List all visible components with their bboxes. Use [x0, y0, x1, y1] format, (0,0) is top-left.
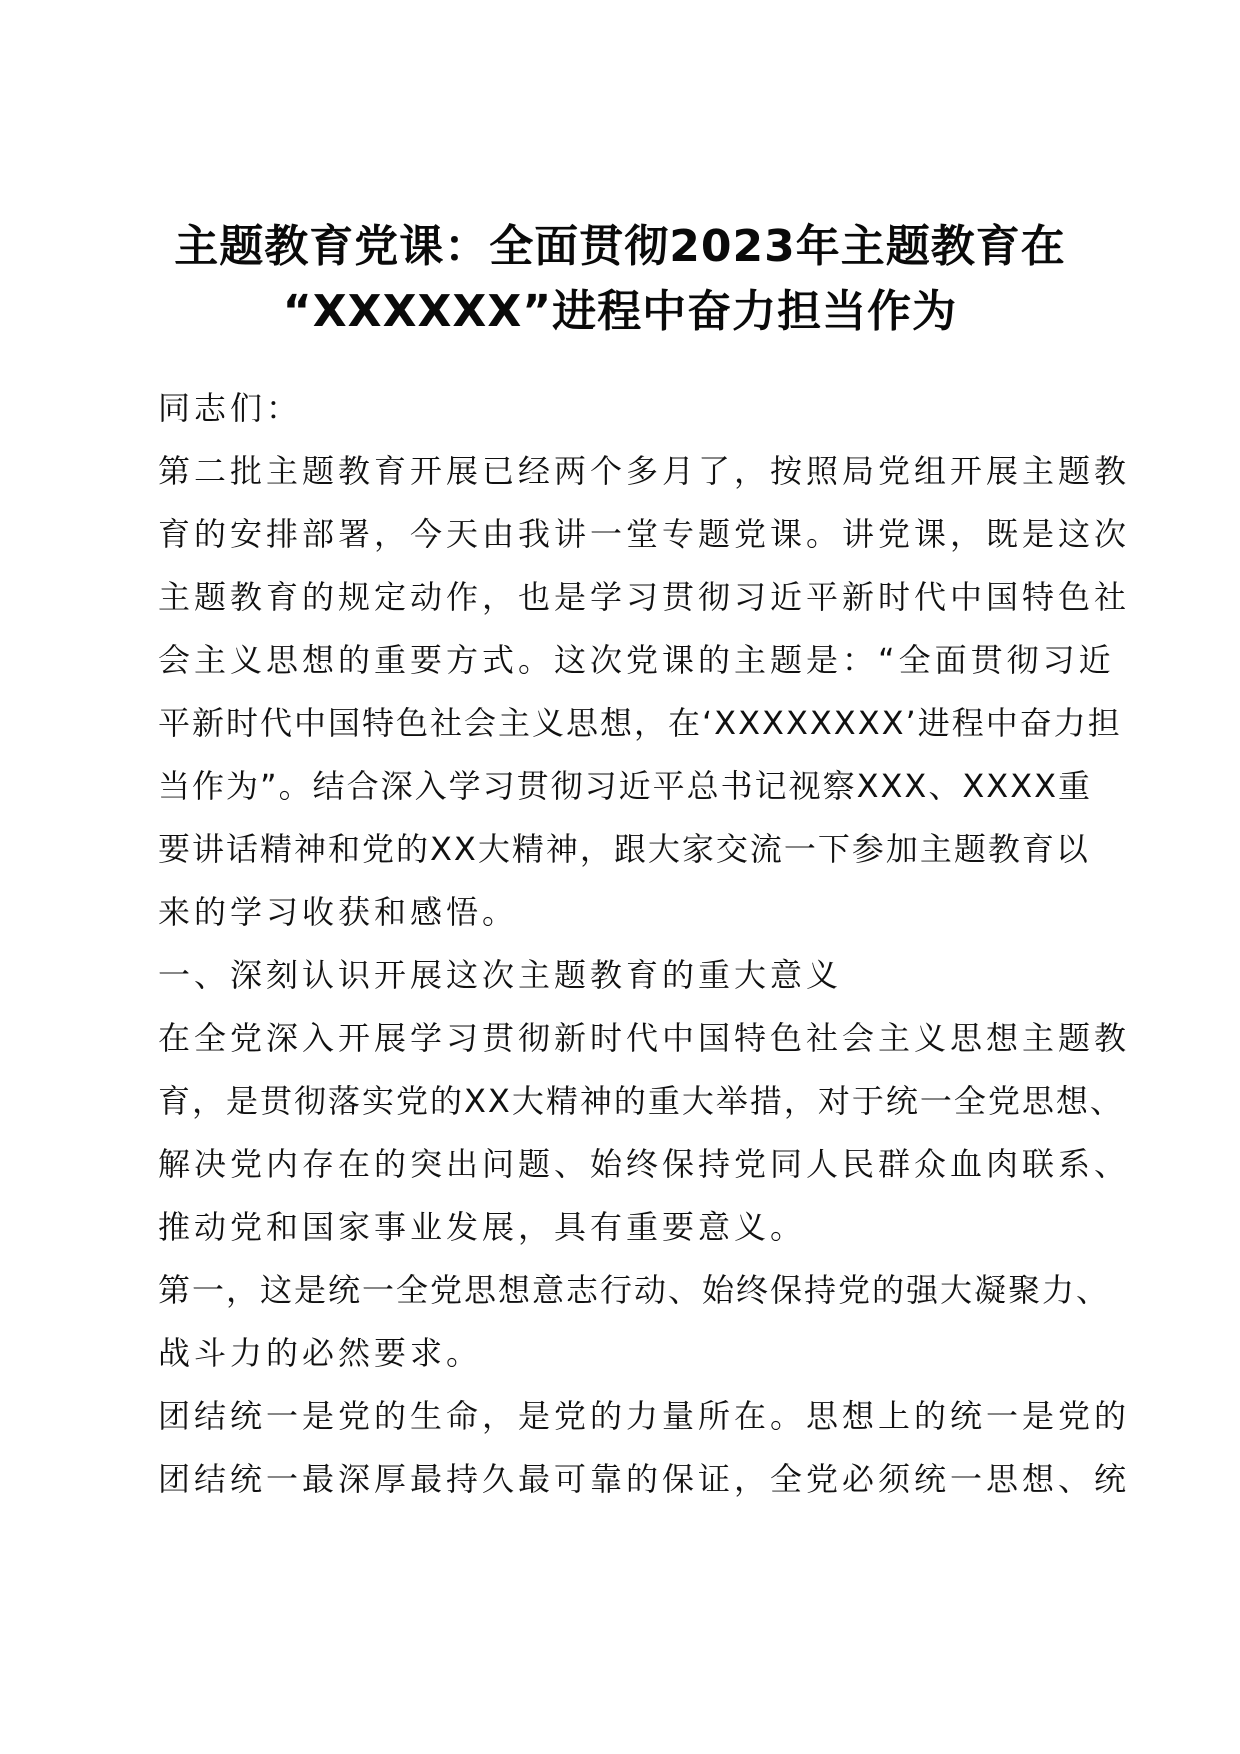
body-line: 平新时代中国特色社会主义思想，在‘XXXXXXXX’进程中奋力担	[158, 704, 1122, 742]
body-line: 团结统一是党的生命，是党的力量所在。思想上的统一是党的	[158, 1397, 1131, 1435]
body-line: 来的学习收获和感悟。	[158, 893, 519, 931]
subsection-heading: 第一，这是统一全党思想意志行动、始终保持党的强大凝聚力、	[158, 1271, 1111, 1309]
body-line: 育，是贯彻落实党的XX大精神的重大举措，对于统一全党思想、	[158, 1082, 1124, 1120]
body-line: 当作为”。结合深入学习贯彻习近平总书记视察XXX、XXXX重	[158, 767, 1093, 805]
section-heading: 一、深刻认识开展这次主题教育的重大意义	[158, 956, 843, 994]
body-line: 解决党内存在的突出问题、始终保持党同人民群众血肉联系、	[158, 1145, 1131, 1183]
body-line: 推动党和国家事业发展，具有重要意义。	[158, 1208, 807, 1246]
body-line: 第二批主题教育开展已经两个多月了，按照局党组开展主题教	[158, 452, 1131, 490]
document-title-line-2: “XXXXXX”进程中奋力担当作为	[282, 286, 958, 337]
salutation: 同志们：	[158, 389, 303, 427]
body-line: 要讲话精神和党的XX大精神，跟大家交流一下参加主题教育以	[158, 830, 1090, 868]
body-line: 育的安排部署，今天由我讲一堂专题党课。讲党课，既是这次	[158, 515, 1131, 553]
body-line: 在全党深入开展学习贯彻新时代中国特色社会主义思想主题教	[158, 1019, 1131, 1057]
subsection-heading-continued: 战斗力的必然要求。	[158, 1334, 483, 1372]
body-line: 团结统一最深厚最持久最可靠的保证，全党必须统一思想、统	[158, 1460, 1131, 1498]
body-line: 会主义思想的重要方式。这次党课的主题是：“全面贯彻习近	[158, 641, 1115, 679]
body-line: 主题教育的规定动作，也是学习贯彻习近平新时代中国特色社	[158, 578, 1131, 616]
document-title-line-1: 主题教育党课：全面贯彻2023年主题教育在	[174, 221, 1066, 272]
